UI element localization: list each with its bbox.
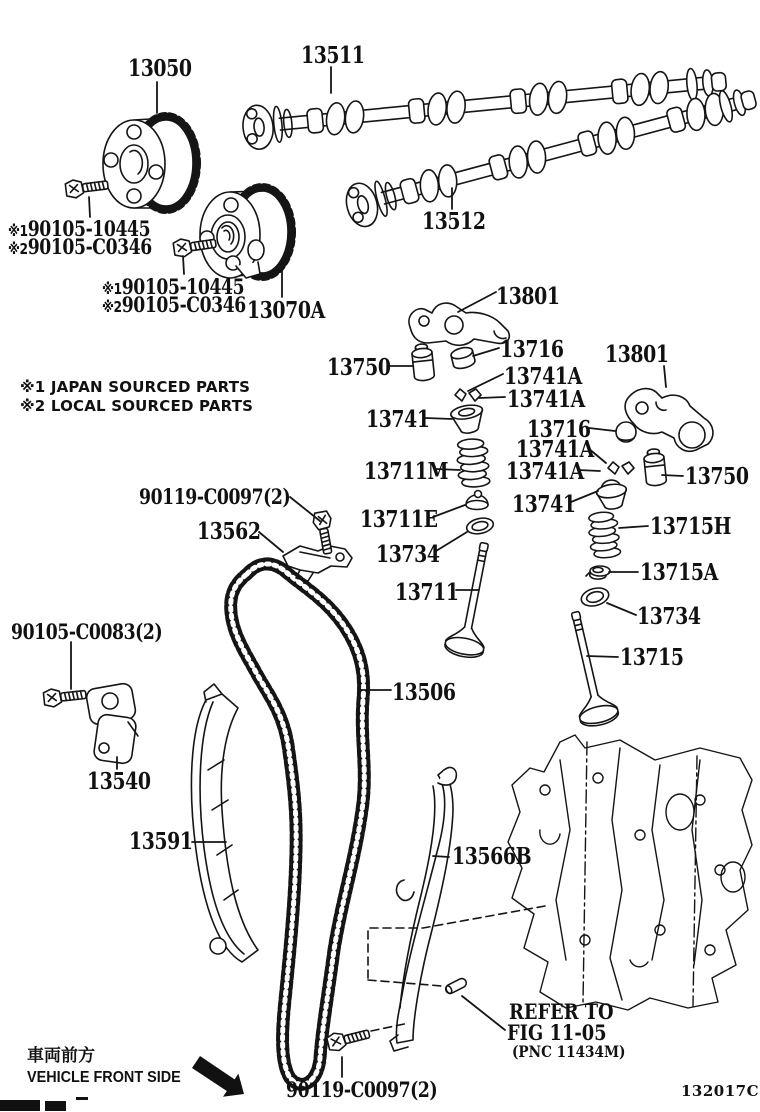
stud-pin-drawing (444, 977, 468, 995)
part-label-13801-right: 13801 (605, 341, 669, 368)
part-label-13741-left: 13741 (366, 406, 430, 433)
engine-block-drawing (508, 735, 752, 1010)
part-label-13715H: 13715H (650, 513, 731, 540)
reference-line-3: (PNC 11434M) (512, 1042, 626, 1061)
valve-spring-13715H-drawing (587, 511, 621, 559)
oil-seal-13734-left-drawing (465, 516, 495, 536)
vvt-sprocket-13070A-drawing (200, 187, 292, 278)
part-label-13741A-4: 13741A (506, 458, 584, 485)
spring-seat-13715A-drawing (586, 566, 610, 579)
part-label-13741A-1: 13741A (504, 363, 582, 390)
part-label-13750-right: 13750 (685, 463, 749, 490)
part-label-13512: 13512 (422, 208, 486, 235)
spring-retainer-13741-left-drawing (450, 403, 486, 436)
part-label-13591: 13591 (129, 828, 193, 855)
bolt-callout-2-line2: ※290105-C0346 (102, 292, 246, 317)
sourced-mark-1: ※1 (8, 222, 28, 240)
sourced-mark-2: ※2 (8, 240, 28, 258)
part-label-13750-left: 13750 (327, 354, 391, 381)
reference-line-2: FIG 11-05 (507, 1020, 607, 1045)
sprocket-bolt-1 (65, 176, 109, 199)
part-label-13734-right: 13734 (637, 603, 701, 630)
part-label-13511: 13511 (301, 42, 365, 69)
part-label-13715A: 13715A (640, 559, 718, 586)
oil-seal-13734-right-drawing (579, 585, 610, 609)
timing-chain-13506-drawing (231, 564, 365, 1084)
bolt-callout-2-line1: ※190105-10445 (102, 274, 245, 299)
part-label-13562: 13562 (197, 518, 261, 545)
bolt-callout-1-line2: ※290105-C0346 (8, 234, 152, 259)
chain-guide-13591-drawing (191, 684, 258, 962)
retainer-13716-left-drawing (450, 346, 476, 371)
retainer-13716-right-drawing (616, 422, 636, 442)
vvt-sprocket-13050-drawing (103, 116, 197, 210)
part-label-13711: 13711 (395, 579, 459, 606)
part-label-13741-right: 13741 (512, 491, 576, 518)
vehicle-front-label-en: VEHICLE FRONT SIDE (27, 1069, 181, 1086)
part-label-90105-C0083: 90105-C0083(2) (11, 619, 163, 644)
valve-lifter-13750-left-drawing (411, 343, 435, 381)
camshaft-no1-drawing (241, 60, 728, 150)
spring-retainer-13741-right-drawing (595, 478, 629, 511)
part-label-13711M: 13711M (364, 458, 449, 485)
rocker-arm-13801-right-drawing (625, 389, 713, 452)
valve-spring-13711M-drawing (456, 438, 490, 488)
figure-code: 132017C (681, 1082, 760, 1100)
sourced-mark-2: ※2 (102, 298, 122, 316)
sourced-mark-1: ※1 (102, 280, 122, 298)
vehicle-front-label-jp: 車両前方 (27, 1046, 95, 1066)
note-local-sourced: ※2 LOCAL SOURCED PARTS (20, 397, 254, 415)
rocker-arm-13801-left-drawing (409, 303, 509, 345)
part-label-13506: 13506 (392, 679, 456, 706)
part-label-13741A-3: 13741A (516, 436, 594, 463)
part-label-13070A: 13070A (247, 297, 325, 324)
reference-line-1: REFER TO (509, 999, 614, 1024)
part-label-13711E: 13711E (360, 506, 438, 533)
part-label-13050: 13050 (128, 55, 192, 82)
part-label-90119-bottom: 90119-C0097(2) (286, 1077, 438, 1102)
bolt-callout-1-line1: ※190105-10445 (8, 216, 151, 241)
spring-seat-13711E-drawing (466, 491, 488, 510)
valve-13715-drawing (556, 608, 620, 729)
part-label-13715: 13715 (620, 644, 684, 671)
part-label-13801-left: 13801 (496, 283, 560, 310)
chain-bolt-90119-bottom (326, 1025, 371, 1053)
part-label-13566B: 13566B (452, 843, 532, 870)
valve-lifter-13750-right-drawing (643, 448, 667, 486)
part-label-90119-top: 90119-C0097(2) (139, 484, 291, 509)
chain-guide-13566B-drawing (390, 768, 456, 1051)
note-japan-sourced: ※1 JAPAN SOURCED PARTS (20, 378, 251, 396)
part-label-13716-right: 13716 (527, 416, 591, 443)
part-label-13716-left: 13716 (500, 336, 564, 363)
part-label-13741A-2: 13741A (507, 386, 585, 413)
chain-tensioner-13540-drawing (85, 682, 138, 764)
print-artifact (0, 1097, 88, 1111)
tensioner-bolt-90105-C0083 (43, 685, 87, 707)
valve-keepers-13741A-right-drawing (608, 462, 634, 474)
part-label-13734-left: 13734 (376, 541, 440, 568)
vehicle-front-arrow (192, 1056, 244, 1097)
part-label-13540: 13540 (87, 768, 151, 795)
